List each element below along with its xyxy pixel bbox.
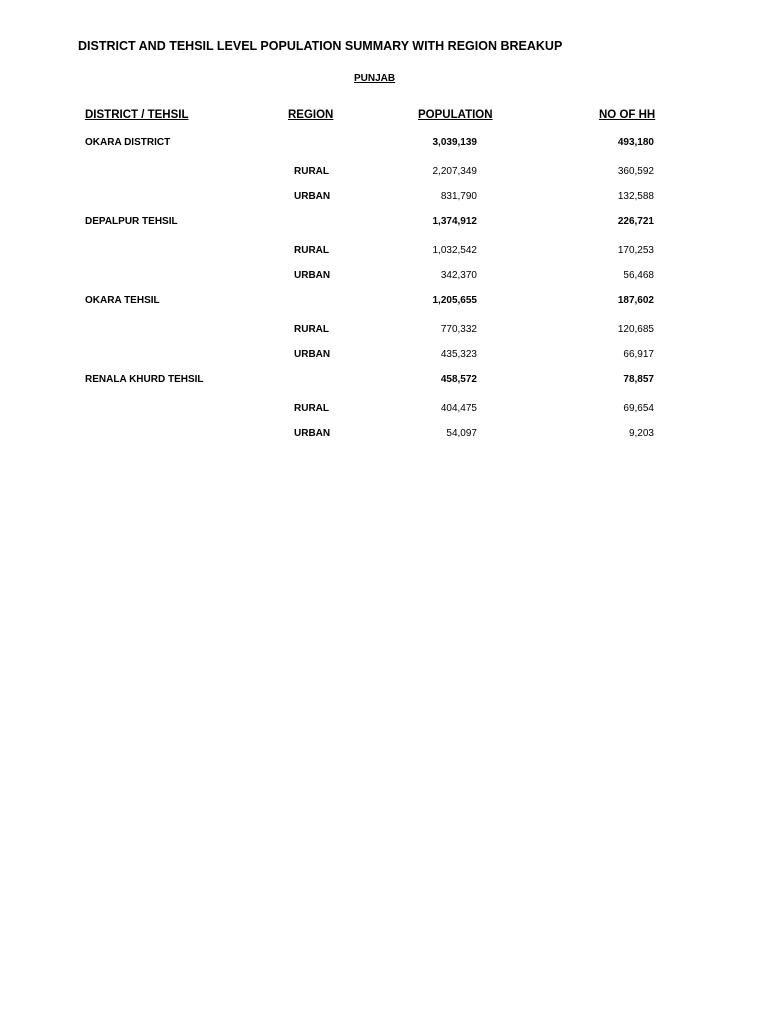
cell-population: 404,475 (440, 403, 477, 414)
cell-region: URBAN (294, 270, 331, 281)
cell-population: 1,374,912 (432, 216, 477, 227)
page-title: DISTRICT AND TEHSIL LEVEL POPULATION SUMMARY WITH REGION BREAKUP (78, 39, 563, 53)
table-row-total (0, 137, 768, 153)
cell-households: 187,602 (617, 295, 654, 306)
table-row-total (0, 374, 768, 390)
cell-population: 2,207,349 (432, 166, 477, 177)
table-row (0, 428, 768, 444)
cell-region: RURAL (294, 166, 329, 177)
cell-region: URBAN (294, 191, 331, 202)
cell-households: 9,203 (628, 428, 654, 439)
cell-population: 831,790 (440, 191, 477, 202)
table-row (0, 166, 768, 182)
cell-name: OKARA DISTRICT (85, 137, 171, 148)
cell-households: 56,468 (623, 270, 654, 281)
cell-population: 770,332 (440, 324, 477, 335)
cell-households: 66,917 (623, 349, 654, 360)
header-region: REGION (288, 109, 334, 121)
table-row (0, 403, 768, 419)
table-row (0, 245, 768, 261)
cell-population: 458,572 (440, 374, 477, 385)
cell-population: 1,032,542 (432, 245, 477, 256)
cell-region: URBAN (294, 349, 331, 360)
table-row (0, 324, 768, 340)
table-row-total (0, 216, 768, 232)
cell-households: 360,592 (617, 166, 654, 177)
cell-name: OKARA TEHSIL (85, 295, 160, 306)
cell-name: RENALA KHURD TEHSIL (85, 374, 204, 385)
cell-households: 170,253 (617, 245, 654, 256)
cell-population: 342,370 (440, 270, 477, 281)
header-households: NO OF HH (599, 109, 656, 121)
cell-region: RURAL (294, 324, 329, 335)
table-row (0, 349, 768, 365)
table-row (0, 270, 768, 286)
cell-region: RURAL (294, 403, 329, 414)
cell-households: 78,857 (623, 374, 654, 385)
header-population: POPULATION (418, 109, 493, 121)
cell-households: 120,685 (617, 324, 654, 335)
province-subtitle: PUNJAB (354, 73, 396, 84)
header-district-tehsil: DISTRICT / TEHSIL (85, 109, 189, 121)
cell-households: 493,180 (617, 137, 654, 148)
cell-name: DEPALPUR TEHSIL (85, 216, 178, 227)
cell-households: 226,721 (617, 216, 654, 227)
cell-households: 69,654 (623, 403, 654, 414)
cell-population: 435,323 (440, 349, 477, 360)
cell-region: RURAL (294, 245, 329, 256)
cell-population: 54,097 (446, 428, 477, 439)
table-row (0, 191, 768, 207)
cell-region: URBAN (294, 428, 331, 439)
table-row-total (0, 295, 768, 311)
cell-population: 1,205,655 (432, 295, 477, 306)
cell-population: 3,039,139 (432, 137, 477, 148)
cell-households: 132,588 (617, 191, 654, 202)
